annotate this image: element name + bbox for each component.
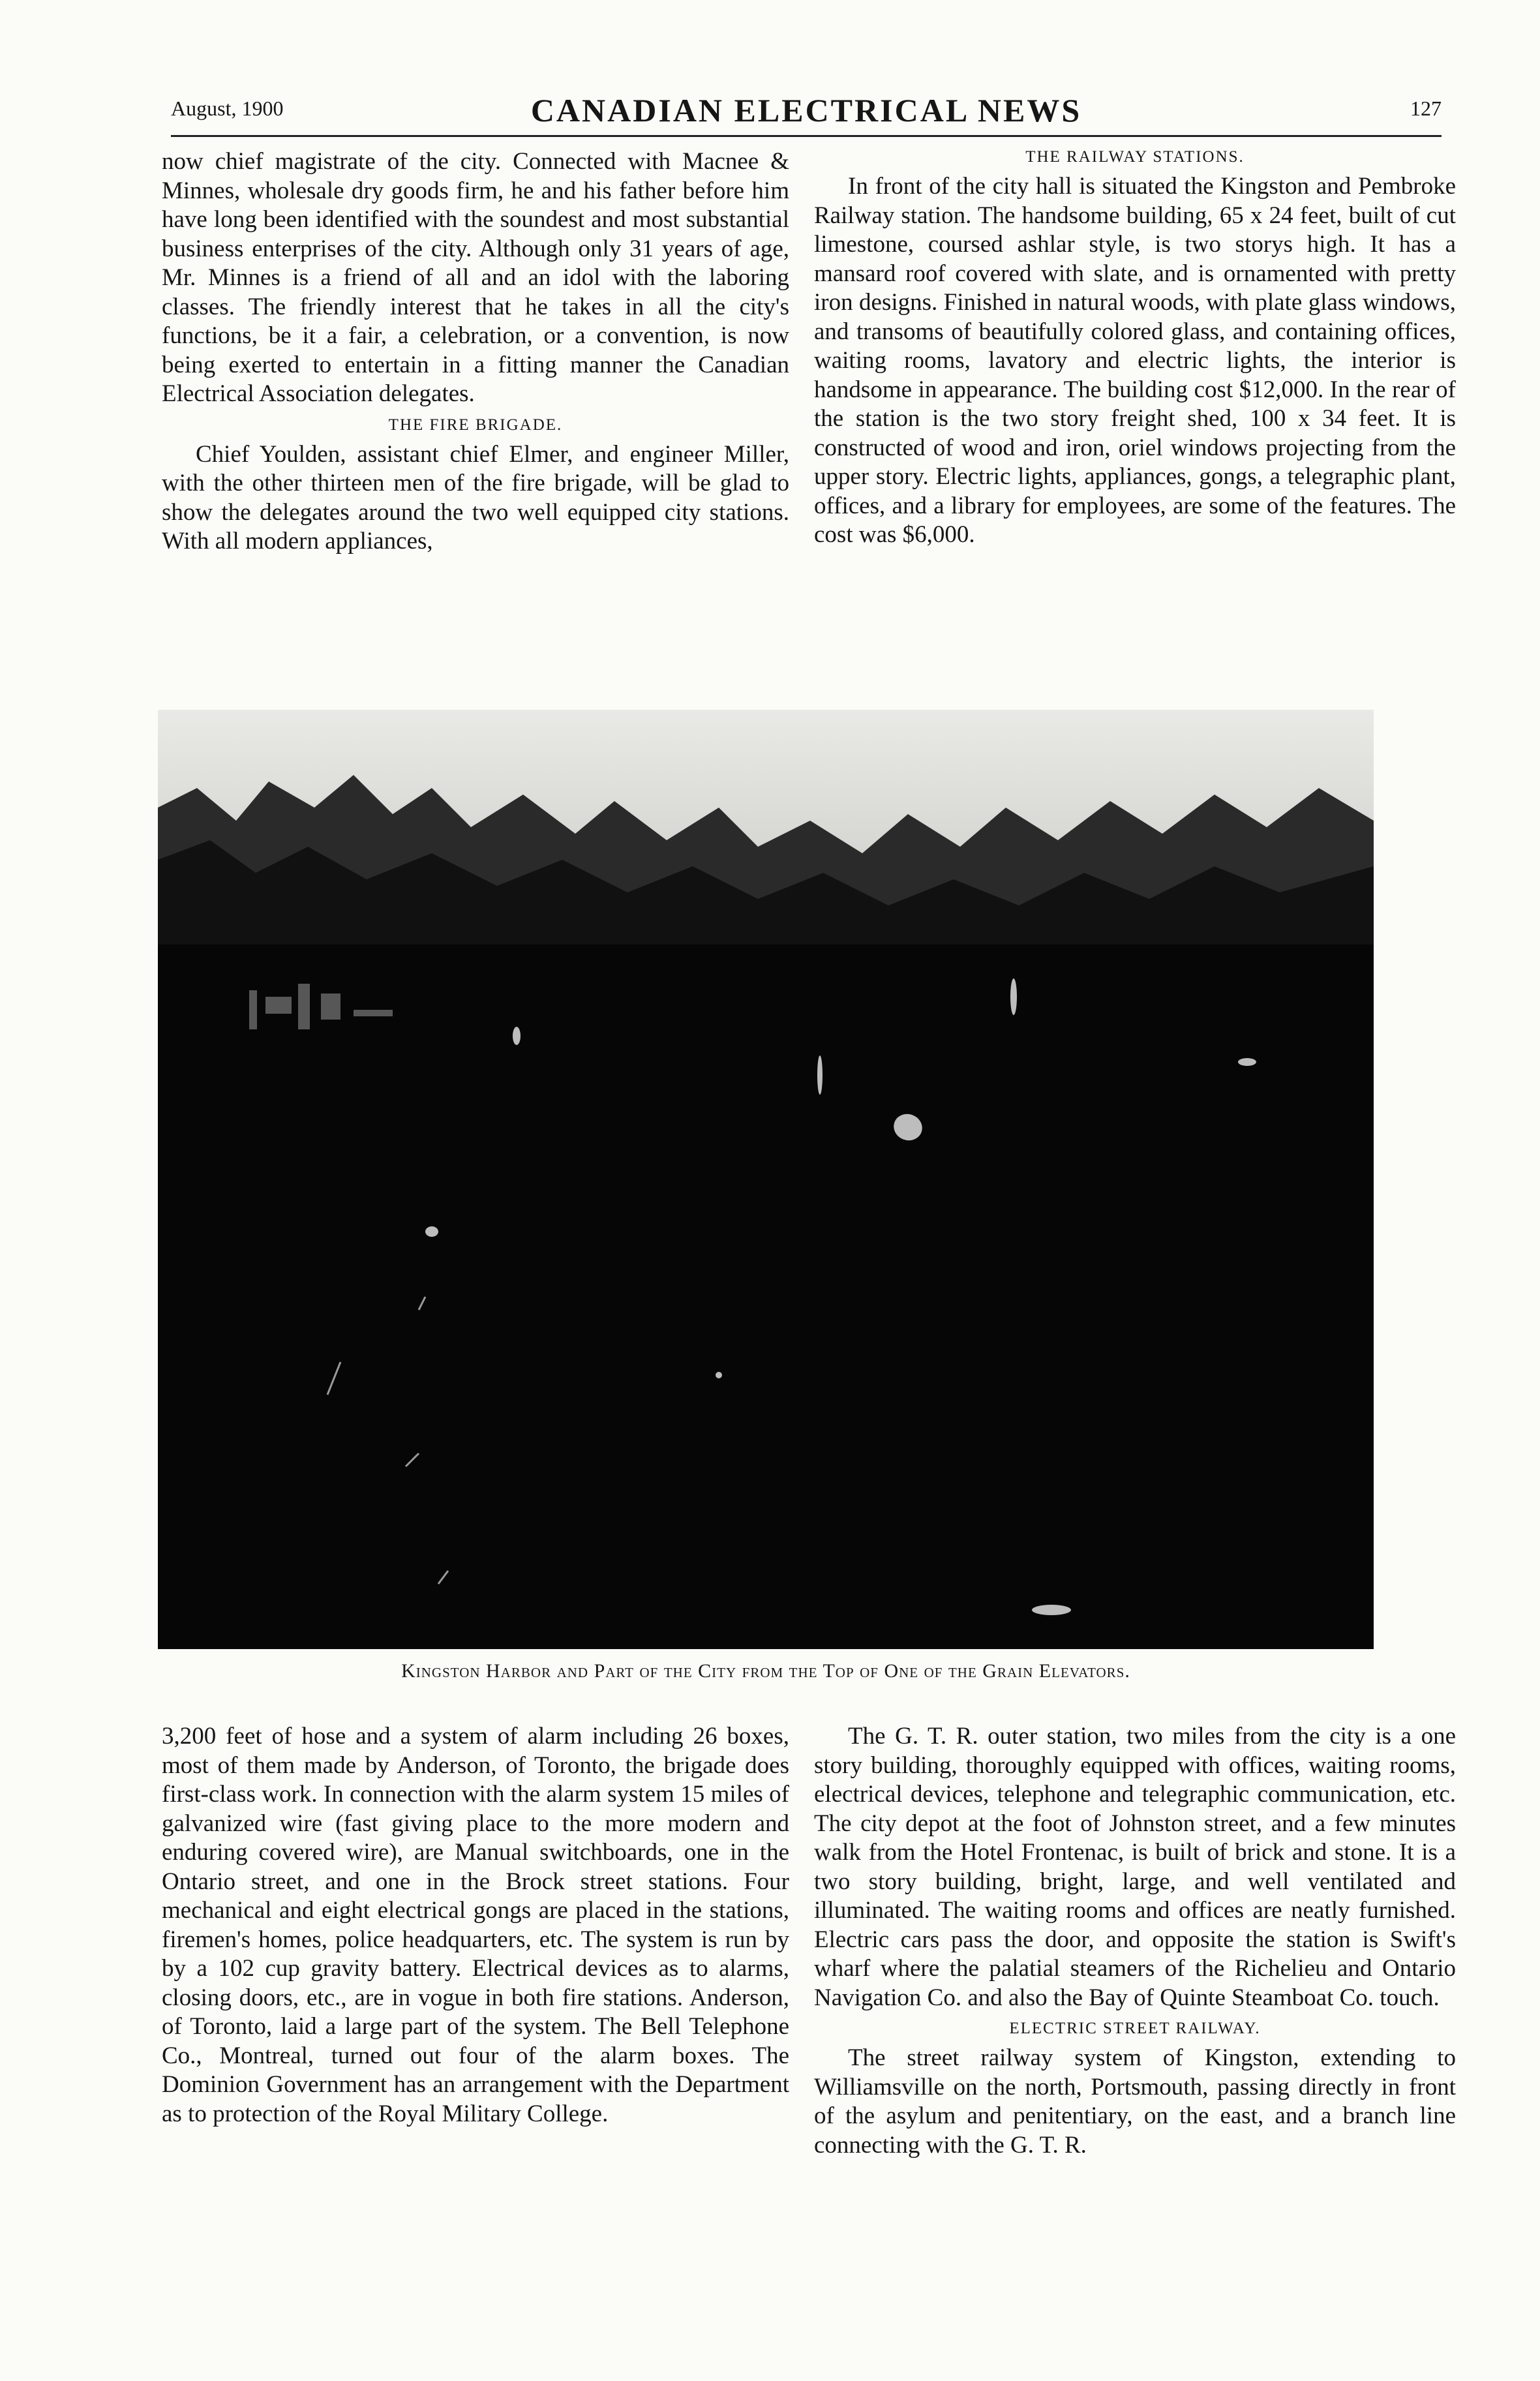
bottom-left-column — [162, 1722, 789, 2129]
header-rule — [171, 135, 1442, 137]
paragraph-fire-brigade: Chief Youlden, assistant chief Elmer, and engineer Miller, with the other thirteen men of the fire brigade, will be glad to show the delegates around the two well equipped city stations. With all modern appliances, — [162, 440, 789, 554]
page-number: 127 — [1410, 97, 1442, 120]
harbor-photograph-image — [158, 710, 1374, 1649]
top-right-column — [814, 147, 1456, 550]
photo-caption: Kingston Harbor and Part of the City from the Top of One of the Grain Elevators. — [401, 1660, 1130, 1682]
bottom-right-column — [814, 1722, 1456, 2160]
paragraph-gtr-station: The G. T. R. outer station, two miles from the city is a one story building, thoroughly equipped with offices, waiting rooms, electrical devices, telephone and telegraphic communication, etc. The city depot at the foot of Johnston street, and a few minutes walk from the Hotel Frontenac, is built of brick and stone. It is a two story building, bright, large, and well ventilated and illuminated. The waiting rooms and offices are neatly furnished. Electric cars pass the door, and opposite the station is Swift's wharf where the palatial steamers of the Richelieu and Ontario Navigation Co. and also the Bay of Quinte Steamboat Co. touch. — [814, 1723, 1456, 2011]
heading-fire-brigade: THE FIRE BRIGADE. — [388, 416, 563, 434]
heading-railway-stations: THE RAILWAY STATIONS. — [1025, 148, 1245, 166]
harbor-photograph — [158, 710, 1374, 1649]
paragraph-mayor: now chief magistrate of the city. Connected with Macnee & Minnes, wholesale dry goods firm, he and his father before him have long been identified with the soundest and most substantial business enterprises of the city. Although only 31 years of age, Mr. Minnes is a friend of all and an idol with the laboring classes. The friendly interest that he takes in all the city's functions, be it a fair, a celebration, or a convention, is now being exerted to entertain in a fitting manner the Canadian Electrical Association delegates. — [162, 148, 789, 407]
paragraph-street-railway: The street railway system of Kingston, extending to Williamsville on the north, Portsmouth, passing directly in front of the asylum and penitentiary, on the east, and a branch line connecting with the G. T. R. — [814, 2044, 1456, 2159]
top-left-column — [162, 147, 789, 556]
heading-electric-street-railway: ELECTRIC STREET RAILWAY. — [1009, 2020, 1261, 2037]
issue-date: August, 1900 — [171, 97, 284, 120]
publication-title: CANADIAN ELECTRICAL NEWS — [530, 92, 1082, 129]
paragraph-railway-stations: In front of the city hall is situated the Kingston and Pembroke Railway station. The handsome building, 65 x 24 feet, built of cut limestone, coursed ashlar style, is two storys high. It has a mansard roof covered with slate, and is ornamented with pretty iron designs. Finished in natural woods, with plate glass windows, and transoms of beautifully colored glass, and containing offices, waiting rooms, lavatory and electric lights, the interior is handsome in appearance. The building cost $12,000. In the rear of the station is the two story freight shed, 100 x 34 feet. It is constructed of wood and iron, oriel windows projecting from the upper story. Electric lights, appliances, gongs, a telegraphic plant, offices, and a library for employees, are some of the features. The cost was $6,000. — [814, 173, 1456, 548]
page-header — [171, 91, 1442, 130]
paragraph-alarm-system: 3,200 feet of hose and a system of alarm including 26 boxes, most of them made by Anderson, of Toronto, the brigade does first-class work. In connection with the alarm system 15 miles of galvanized wire (fast giving place to the more modern and enduring covered wire), are Manual switchboards, one in the Ontario street, and one in the Brock street stations. Four mechanical and eight electrical gongs are placed in the stations, firemen's homes, police headquarters, etc. The system is run by by a 102 cup gravity battery. Electrical devices as to alarms, closing doors, etc., are in vogue in both fire stations. Anderson, of Toronto, laid a large part of the system. The Bell Telephone Co., Montreal, turned out four of the alarm boxes. The Dominion Government has an arrangement with the Department as to protection of the Royal Military College. — [162, 1723, 789, 2127]
